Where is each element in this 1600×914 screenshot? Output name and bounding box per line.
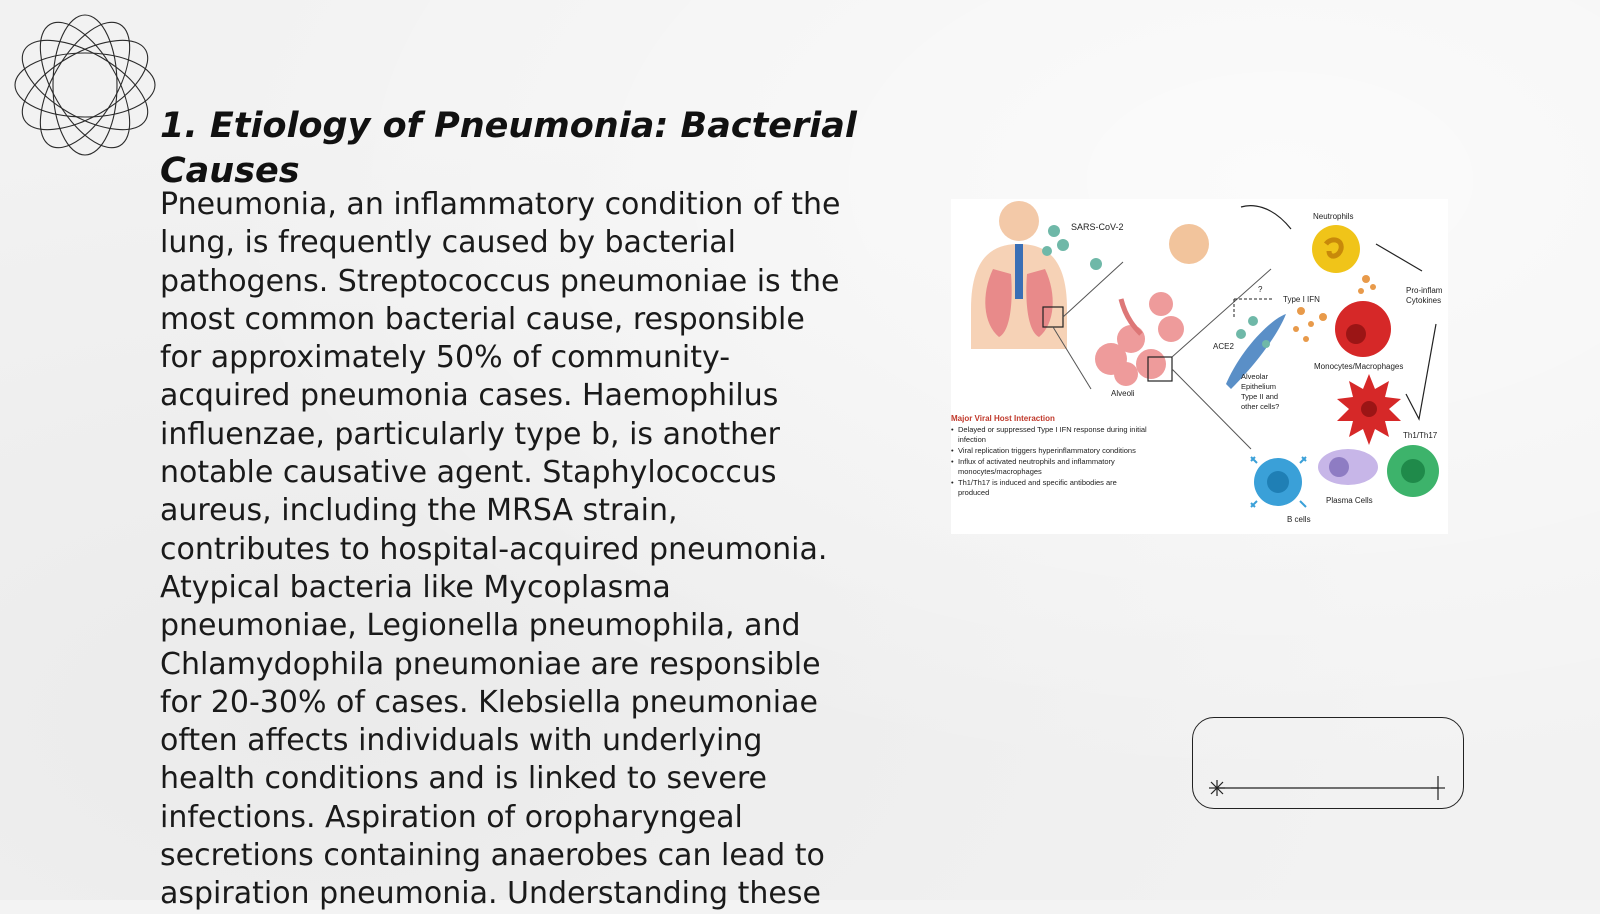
label-neutrophils: Neutrophils xyxy=(1313,212,1354,221)
diagram-svg xyxy=(951,199,1448,534)
label-type-i-ifn: Type I IFN xyxy=(1283,295,1320,304)
arrow-th-icon xyxy=(1406,324,1436,419)
alveoli-icon xyxy=(1095,292,1184,386)
interaction-bullet: produced xyxy=(958,488,990,497)
interaction-bullet: Delayed or suppressed Type I IFN response during initial xyxy=(958,425,1147,434)
interaction-bullet: Viral replication triggers hyperinflammatory conditions xyxy=(958,446,1136,455)
pneumonia-immune-diagram xyxy=(951,199,1448,534)
neutrophil-cell-icon xyxy=(1312,225,1360,273)
label-b-cells: B cells xyxy=(1287,515,1311,524)
label-alveolar-2: Epithelium xyxy=(1241,382,1277,391)
label-pro-inflam: Pro-inflam xyxy=(1406,286,1443,295)
bullet-dot: • xyxy=(951,457,954,466)
interaction-bullet: Influx of activated neutrophils and inflammatory xyxy=(958,457,1115,466)
bronchus-tissue-icon xyxy=(1169,224,1209,264)
bullet-dot: • xyxy=(951,425,954,434)
label-alveolar-3: Type II and xyxy=(1241,392,1279,401)
interaction-bullet: Th1/Th17 is induced and specific antibodies are xyxy=(958,478,1117,487)
arrow-curve-icon xyxy=(1241,206,1291,229)
label-plasma-cells: Plasma Cells xyxy=(1326,496,1373,505)
slide-title: 1. Etiology of Pneumonia: Bacterial Causes xyxy=(160,106,857,191)
label-sars-cov-2: SARS-CoV-2 xyxy=(1071,222,1124,232)
interaction-title: Major Viral Host Interaction xyxy=(951,414,1055,423)
arrow-neutrophil-icon xyxy=(1376,244,1422,271)
label-alveolar-4: other cells? xyxy=(1241,402,1280,411)
label-question-mark: ? xyxy=(1258,285,1263,294)
slide-body-text: Pneumonia, an inflammatory condition of the lung, is frequently caused by bacterial pathogens. Streptococcus pneumoniae is the most common bacterial cause, responsible for approximately 50% of community-acquired pneumonia cases. Haemophilus influenzae, particularly type b, is another notable causative agent. Staphylococcus aureus, including the MRSA strain, contributes to hospital-acquired pneumonia. Atypical bacteria like Mycoplasma pneumoniae, Legionella pneumophila, and Chlamydophila pneumoniae are responsible for 20-30% of cases. Klebsiella pneumoniae often affects individuals with underlying health conditions and is linked to severe infections. Aspiration of oropharyngeal secretions containing anaerobes can lead to aspiration pneumonia. Understanding these xyxy=(160,187,841,912)
label-th1-th17: Th1/Th17 xyxy=(1403,431,1438,440)
star-line-icon xyxy=(1193,718,1465,810)
bullet-dot: • xyxy=(951,478,954,487)
label-cytokines: Cytokines xyxy=(1406,296,1442,305)
bullet-dot: • xyxy=(951,446,954,455)
th-cell-icon xyxy=(1337,374,1401,445)
label-alveoli: Alveoli xyxy=(1111,389,1135,398)
orbit-logo-icon xyxy=(10,10,160,160)
decorative-rounded-box xyxy=(1192,717,1464,809)
interaction-bullet: infection xyxy=(958,435,986,444)
label-monocytes: Monocytes/Macrophages xyxy=(1314,362,1404,371)
interaction-bullet: monocytes/macrophages xyxy=(958,467,1042,476)
label-alveolar-1: Alveolar xyxy=(1241,372,1269,381)
label-ace2: ACE2 xyxy=(1213,342,1234,351)
